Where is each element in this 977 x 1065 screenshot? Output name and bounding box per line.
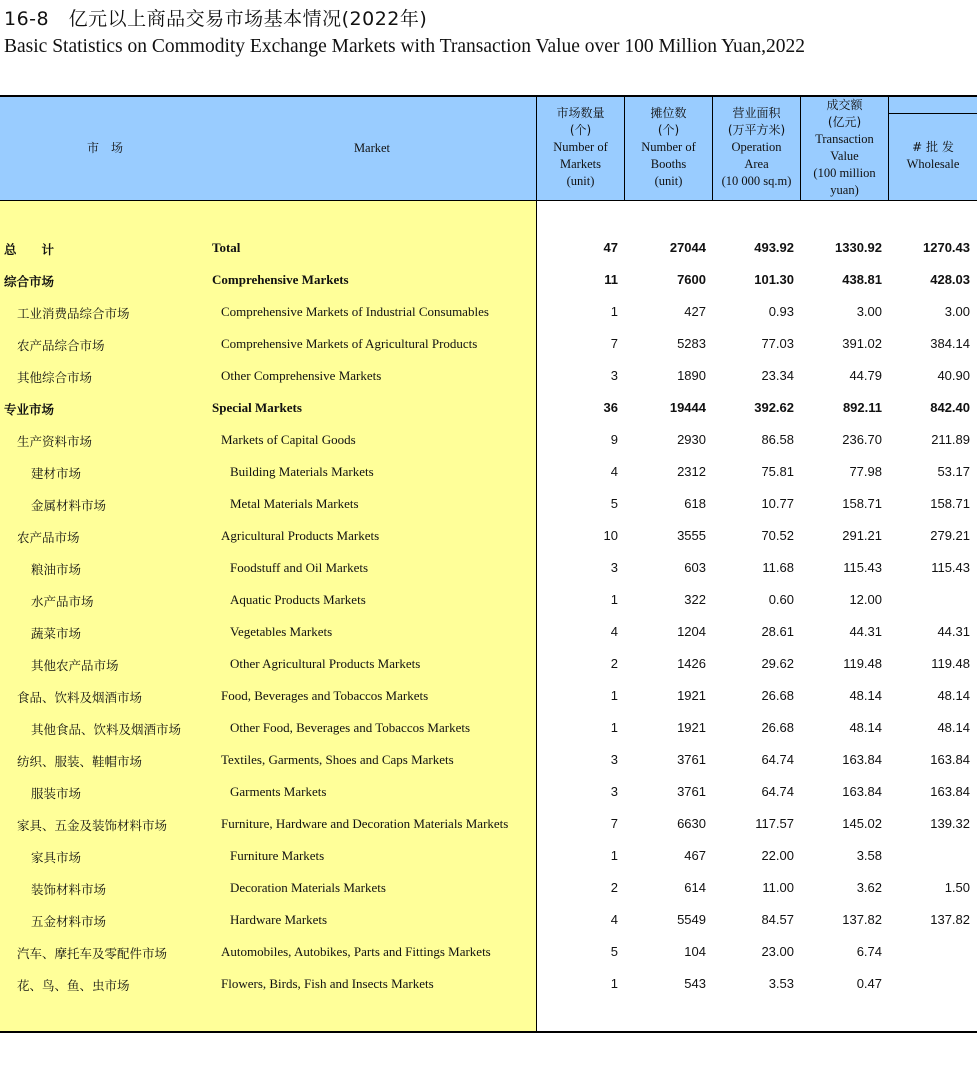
row-label-en: Other Comprehensive Markets: [221, 368, 382, 383]
cell-number-of-markets: 3: [610, 560, 618, 575]
row-label-zh: 专业市场: [4, 402, 55, 417]
row-label-en: Special Markets: [212, 400, 302, 415]
table-row: [0, 488, 977, 520]
row-label-zh: 其他食品、饮料及烟酒市场: [31, 722, 182, 737]
cell-transaction-value: 3.00: [856, 304, 882, 319]
cell-number-of-markets: 4: [610, 912, 618, 927]
cell-number-of-markets: 5: [610, 496, 618, 511]
cell-wholesale: 48.14: [937, 688, 970, 703]
cell-operation-area: 64.74: [761, 784, 794, 799]
cell-number-of-booths: 467: [684, 848, 706, 863]
cell-transaction-value: 48.14: [849, 688, 882, 703]
row-label-en: Food, Beverages and Tobaccos Markets: [221, 688, 429, 703]
cell-number-of-booths: 427: [684, 304, 706, 319]
cell-wholesale: 279.21: [930, 528, 970, 543]
row-label-en: Textiles, Garments, Shoes and Caps Markets: [221, 752, 454, 767]
cell-number-of-booths: 19444: [669, 400, 706, 415]
table-row: [0, 840, 977, 872]
row-label-en: Comprehensive Markets: [212, 272, 349, 287]
header-transaction-value: 成交额 (亿元) Transaction Value (100 million yuan): [813, 98, 876, 197]
row-label-en: Flowers, Birds, Fish and Insects Markets: [221, 976, 434, 991]
row-label-zh: 装饰材料市场: [31, 882, 107, 897]
table-row: [0, 904, 977, 936]
table-row: [0, 456, 977, 488]
cell-transaction-value: 438.81: [842, 272, 882, 287]
row-label-zh: 粮油市场: [31, 562, 82, 577]
row-label-zh: 金属材料市场: [31, 498, 107, 513]
cell-wholesale: 1270.43: [923, 240, 970, 255]
cell-operation-area: 3.53: [768, 976, 794, 991]
table-row: [0, 552, 977, 584]
cell-number-of-booths: 543: [684, 976, 706, 991]
cell-wholesale: 163.84: [930, 784, 970, 799]
cell-wholesale: 163.84: [930, 752, 970, 767]
table-row: [0, 872, 977, 904]
cell-number-of-markets: 47: [603, 240, 618, 255]
cell-transaction-value: 12.00: [849, 592, 882, 607]
cell-wholesale: 44.31: [937, 624, 970, 639]
cell-transaction-value: 3.58: [856, 848, 882, 863]
table-row: [0, 712, 977, 744]
row-label-en: Hardware Markets: [230, 912, 328, 927]
cell-number-of-markets: 5: [610, 944, 618, 959]
row-label-en: Other Food, Beverages and Tobaccos Markets: [230, 720, 471, 735]
cell-wholesale: 115.43: [931, 560, 970, 575]
row-label-en: Furniture, Hardware and Decoration Materials Markets: [221, 816, 509, 831]
cell-transaction-value: 163.84: [842, 752, 882, 767]
table-row: [0, 968, 977, 1000]
cell-transaction-value: 158.71: [842, 496, 882, 511]
cell-operation-area: 75.81: [761, 464, 794, 479]
table-row: [0, 680, 977, 712]
cell-number-of-markets: 11: [604, 272, 618, 287]
cell-wholesale: 158.71: [930, 496, 970, 511]
cell-number-of-markets: 9: [610, 432, 618, 447]
bottom-rule: [0, 1031, 977, 1033]
cell-wholesale: 842.40: [930, 400, 970, 415]
cell-transaction-value: 6.74: [856, 944, 882, 959]
cell-operation-area: 0.93: [768, 304, 794, 319]
cell-operation-area: 117.57: [755, 816, 794, 831]
cell-number-of-markets: 1: [610, 848, 618, 863]
cell-transaction-value: 145.02: [842, 816, 882, 831]
cell-number-of-booths: 1921: [677, 688, 706, 703]
cell-number-of-markets: 36: [603, 400, 618, 415]
row-label-zh: 建材市场: [31, 466, 82, 481]
cell-transaction-value: 119.48: [843, 656, 882, 671]
header-market-en: Market: [353, 141, 391, 155]
table-title-english: Basic Statistics on Commodity Exchange Markets with Transaction Value over 100 Million Yuan,2022: [4, 36, 806, 57]
row-label-en: Garments Markets: [230, 784, 327, 799]
row-label-en: Comprehensive Markets of Industrial Consumables: [221, 304, 489, 319]
cell-operation-area: 26.68: [761, 720, 794, 735]
cell-operation-area: 23.00: [761, 944, 794, 959]
table-row: [0, 328, 977, 360]
cell-number-of-markets: 1: [610, 304, 618, 319]
cell-wholesale: 428.03: [930, 272, 970, 287]
cell-operation-area: 11.68: [762, 560, 794, 575]
cell-number-of-booths: 6630: [677, 816, 706, 831]
cell-number-of-markets: 2: [610, 880, 618, 895]
cell-number-of-markets: 4: [610, 464, 618, 479]
header-number-of-booths: 摊位数 (个) Number of Booths (unit): [641, 106, 696, 188]
cell-operation-area: 77.03: [761, 336, 794, 351]
table-row: [0, 648, 977, 680]
table-row: [0, 360, 977, 392]
table-row: [0, 744, 977, 776]
cell-number-of-booths: 3555: [677, 528, 706, 543]
cell-operation-area: 0.60: [768, 592, 794, 607]
cell-operation-area: 26.68: [761, 688, 794, 703]
row-label-en: Aquatic Products Markets: [230, 592, 366, 607]
cell-transaction-value: 0.47: [856, 976, 882, 991]
row-label-zh: 家具市场: [31, 850, 82, 865]
cell-number-of-booths: 618: [684, 496, 706, 511]
cell-operation-area: 22.00: [761, 848, 794, 863]
row-label-zh: 纺织、服装、鞋帽市场: [17, 754, 143, 769]
header-number-of-markets: 市场数量 (个) Number of Markets (unit): [553, 106, 608, 188]
header-market-zh: 市 场: [86, 141, 123, 155]
cell-number-of-booths: 7600: [677, 272, 706, 287]
row-label-zh: 综合市场: [4, 274, 55, 289]
table-row: [0, 616, 977, 648]
table-row: [0, 392, 977, 424]
row-label-zh: 汽车、摩托车及零配件市场: [17, 946, 168, 961]
row-label-en: Comprehensive Markets of Agricultural Products: [221, 336, 478, 351]
cell-operation-area: 23.34: [761, 368, 794, 383]
cell-number-of-booths: 1890: [677, 368, 706, 383]
cell-wholesale: 119.48: [931, 656, 970, 671]
cell-operation-area: 11.00: [762, 880, 794, 895]
cell-number-of-booths: 5283: [677, 336, 706, 351]
row-label-zh: 其他综合市场: [17, 370, 93, 385]
cell-operation-area: 64.74: [761, 752, 794, 767]
cell-operation-area: 84.57: [761, 912, 794, 927]
row-label-zh: 五金材料市场: [31, 914, 107, 929]
cell-number-of-markets: 3: [610, 784, 618, 799]
cell-number-of-booths: 603: [684, 560, 706, 575]
wholesale-subheader-rule: [888, 113, 977, 114]
table-row: [0, 424, 977, 456]
row-label-zh: 服装市场: [31, 786, 82, 801]
cell-number-of-booths: 1204: [677, 624, 706, 639]
cell-transaction-value: 892.11: [842, 400, 882, 415]
cell-wholesale: 1.50: [944, 880, 970, 895]
cell-operation-area: 392.62: [754, 400, 794, 415]
cell-transaction-value: 3.62: [856, 880, 882, 895]
row-label-en: Building Materials Markets: [230, 464, 374, 479]
row-label-zh: 生产资料市场: [17, 434, 93, 449]
cell-operation-area: 101.30: [754, 272, 794, 287]
row-label-en: Other Agricultural Products Markets: [230, 656, 421, 671]
row-label-zh: 花、鸟、鱼、虫市场: [17, 978, 130, 993]
cell-number-of-markets: 1: [610, 976, 618, 991]
cell-number-of-markets: 1: [610, 592, 618, 607]
row-label-en: Total: [212, 240, 241, 255]
cell-number-of-markets: 4: [610, 624, 618, 639]
cell-number-of-markets: 2: [610, 656, 618, 671]
cell-number-of-markets: 3: [610, 368, 618, 383]
cell-number-of-markets: 10: [603, 528, 618, 543]
row-label-zh: 农产品市场: [17, 530, 80, 545]
row-label-zh: 食品、饮料及烟酒市场: [17, 690, 143, 705]
row-label-zh: 水产品市场: [31, 594, 94, 609]
cell-wholesale: 40.90: [937, 368, 970, 383]
cell-operation-area: 28.61: [761, 624, 794, 639]
row-label-zh: 工业消费品综合市场: [17, 306, 130, 321]
cell-number-of-booths: 27044: [669, 240, 706, 255]
cell-number-of-booths: 104: [684, 944, 706, 959]
table-row: [0, 520, 977, 552]
row-label-en: Furniture Markets: [230, 848, 325, 863]
cell-number-of-booths: 3761: [677, 752, 706, 767]
cell-wholesale: 3.00: [944, 304, 970, 319]
row-label-zh: 总 计: [4, 242, 55, 257]
cell-number-of-markets: 3: [610, 752, 618, 767]
cell-wholesale: 211.89: [931, 432, 970, 447]
cell-operation-area: 86.58: [761, 432, 794, 447]
cell-transaction-value: 236.70: [842, 432, 882, 447]
table-row: [0, 776, 977, 808]
cell-wholesale: 137.82: [930, 912, 970, 927]
cell-transaction-value: 115.43: [843, 560, 882, 575]
row-label-zh: 家具、五金及装饰材料市场: [17, 818, 168, 833]
header-operation-area: 营业面积 (万平方米) Operation Area (10 000 sq.m): [721, 106, 792, 188]
cell-wholesale: 48.14: [937, 720, 970, 735]
table-row: [0, 264, 977, 296]
row-label-zh: 农产品综合市场: [17, 338, 105, 353]
row-label-en: Automobiles, Autobikes, Parts and Fittings Markets: [221, 944, 491, 959]
cell-wholesale: 53.17: [937, 464, 970, 479]
row-label-zh: 蔬菜市场: [31, 626, 82, 641]
cell-transaction-value: 77.98: [849, 464, 882, 479]
cell-operation-area: 493.92: [754, 240, 794, 255]
cell-transaction-value: 44.31: [849, 624, 882, 639]
cell-wholesale: 384.14: [930, 336, 970, 351]
cell-number-of-booths: 1426: [677, 656, 706, 671]
cell-number-of-booths: 2312: [677, 464, 706, 479]
cell-transaction-value: 291.21: [842, 528, 882, 543]
cell-number-of-booths: 2930: [677, 432, 706, 447]
cell-transaction-value: 137.82: [842, 912, 882, 927]
cell-number-of-markets: 1: [610, 720, 618, 735]
cell-transaction-value: 48.14: [849, 720, 882, 735]
cell-transaction-value: 44.79: [849, 368, 882, 383]
row-label-en: Agricultural Products Markets: [221, 528, 380, 543]
cell-number-of-markets: 7: [610, 336, 618, 351]
cell-operation-area: 70.52: [761, 528, 794, 543]
cell-number-of-booths: 322: [684, 592, 706, 607]
table-row: [0, 232, 977, 264]
row-label-en: Foodstuff and Oil Markets: [230, 560, 369, 575]
cell-number-of-booths: 5549: [677, 912, 706, 927]
cell-number-of-booths: 1921: [677, 720, 706, 735]
row-label-en: Vegetables Markets: [230, 624, 333, 639]
table-row: [0, 936, 977, 968]
table-body: [0, 232, 977, 1000]
cell-operation-area: 29.62: [761, 656, 794, 671]
cell-transaction-value: 163.84: [842, 784, 882, 799]
cell-transaction-value: 391.02: [842, 336, 882, 351]
cell-number-of-markets: 1: [610, 688, 618, 703]
table-title-chinese: 16-8 亿元以上商品交易市场基本情况(2022年): [4, 8, 428, 30]
table-row: [0, 296, 977, 328]
row-label-en: Metal Materials Markets: [230, 496, 359, 511]
cell-wholesale: 139.32: [930, 816, 970, 831]
header-wholesale: # 批 发 Wholesale: [906, 140, 960, 171]
row-label-zh: 其他农产品市场: [31, 658, 119, 673]
cell-number-of-booths: 3761: [677, 784, 706, 799]
table-row: [0, 584, 977, 616]
cell-transaction-value: 1330.92: [835, 240, 882, 255]
cell-number-of-markets: 7: [610, 816, 618, 831]
row-label-en: Decoration Materials Markets: [230, 880, 386, 895]
row-label-en: Markets of Capital Goods: [221, 432, 356, 447]
cell-number-of-booths: 614: [684, 880, 706, 895]
table-row: [0, 808, 977, 840]
cell-operation-area: 10.77: [761, 496, 794, 511]
